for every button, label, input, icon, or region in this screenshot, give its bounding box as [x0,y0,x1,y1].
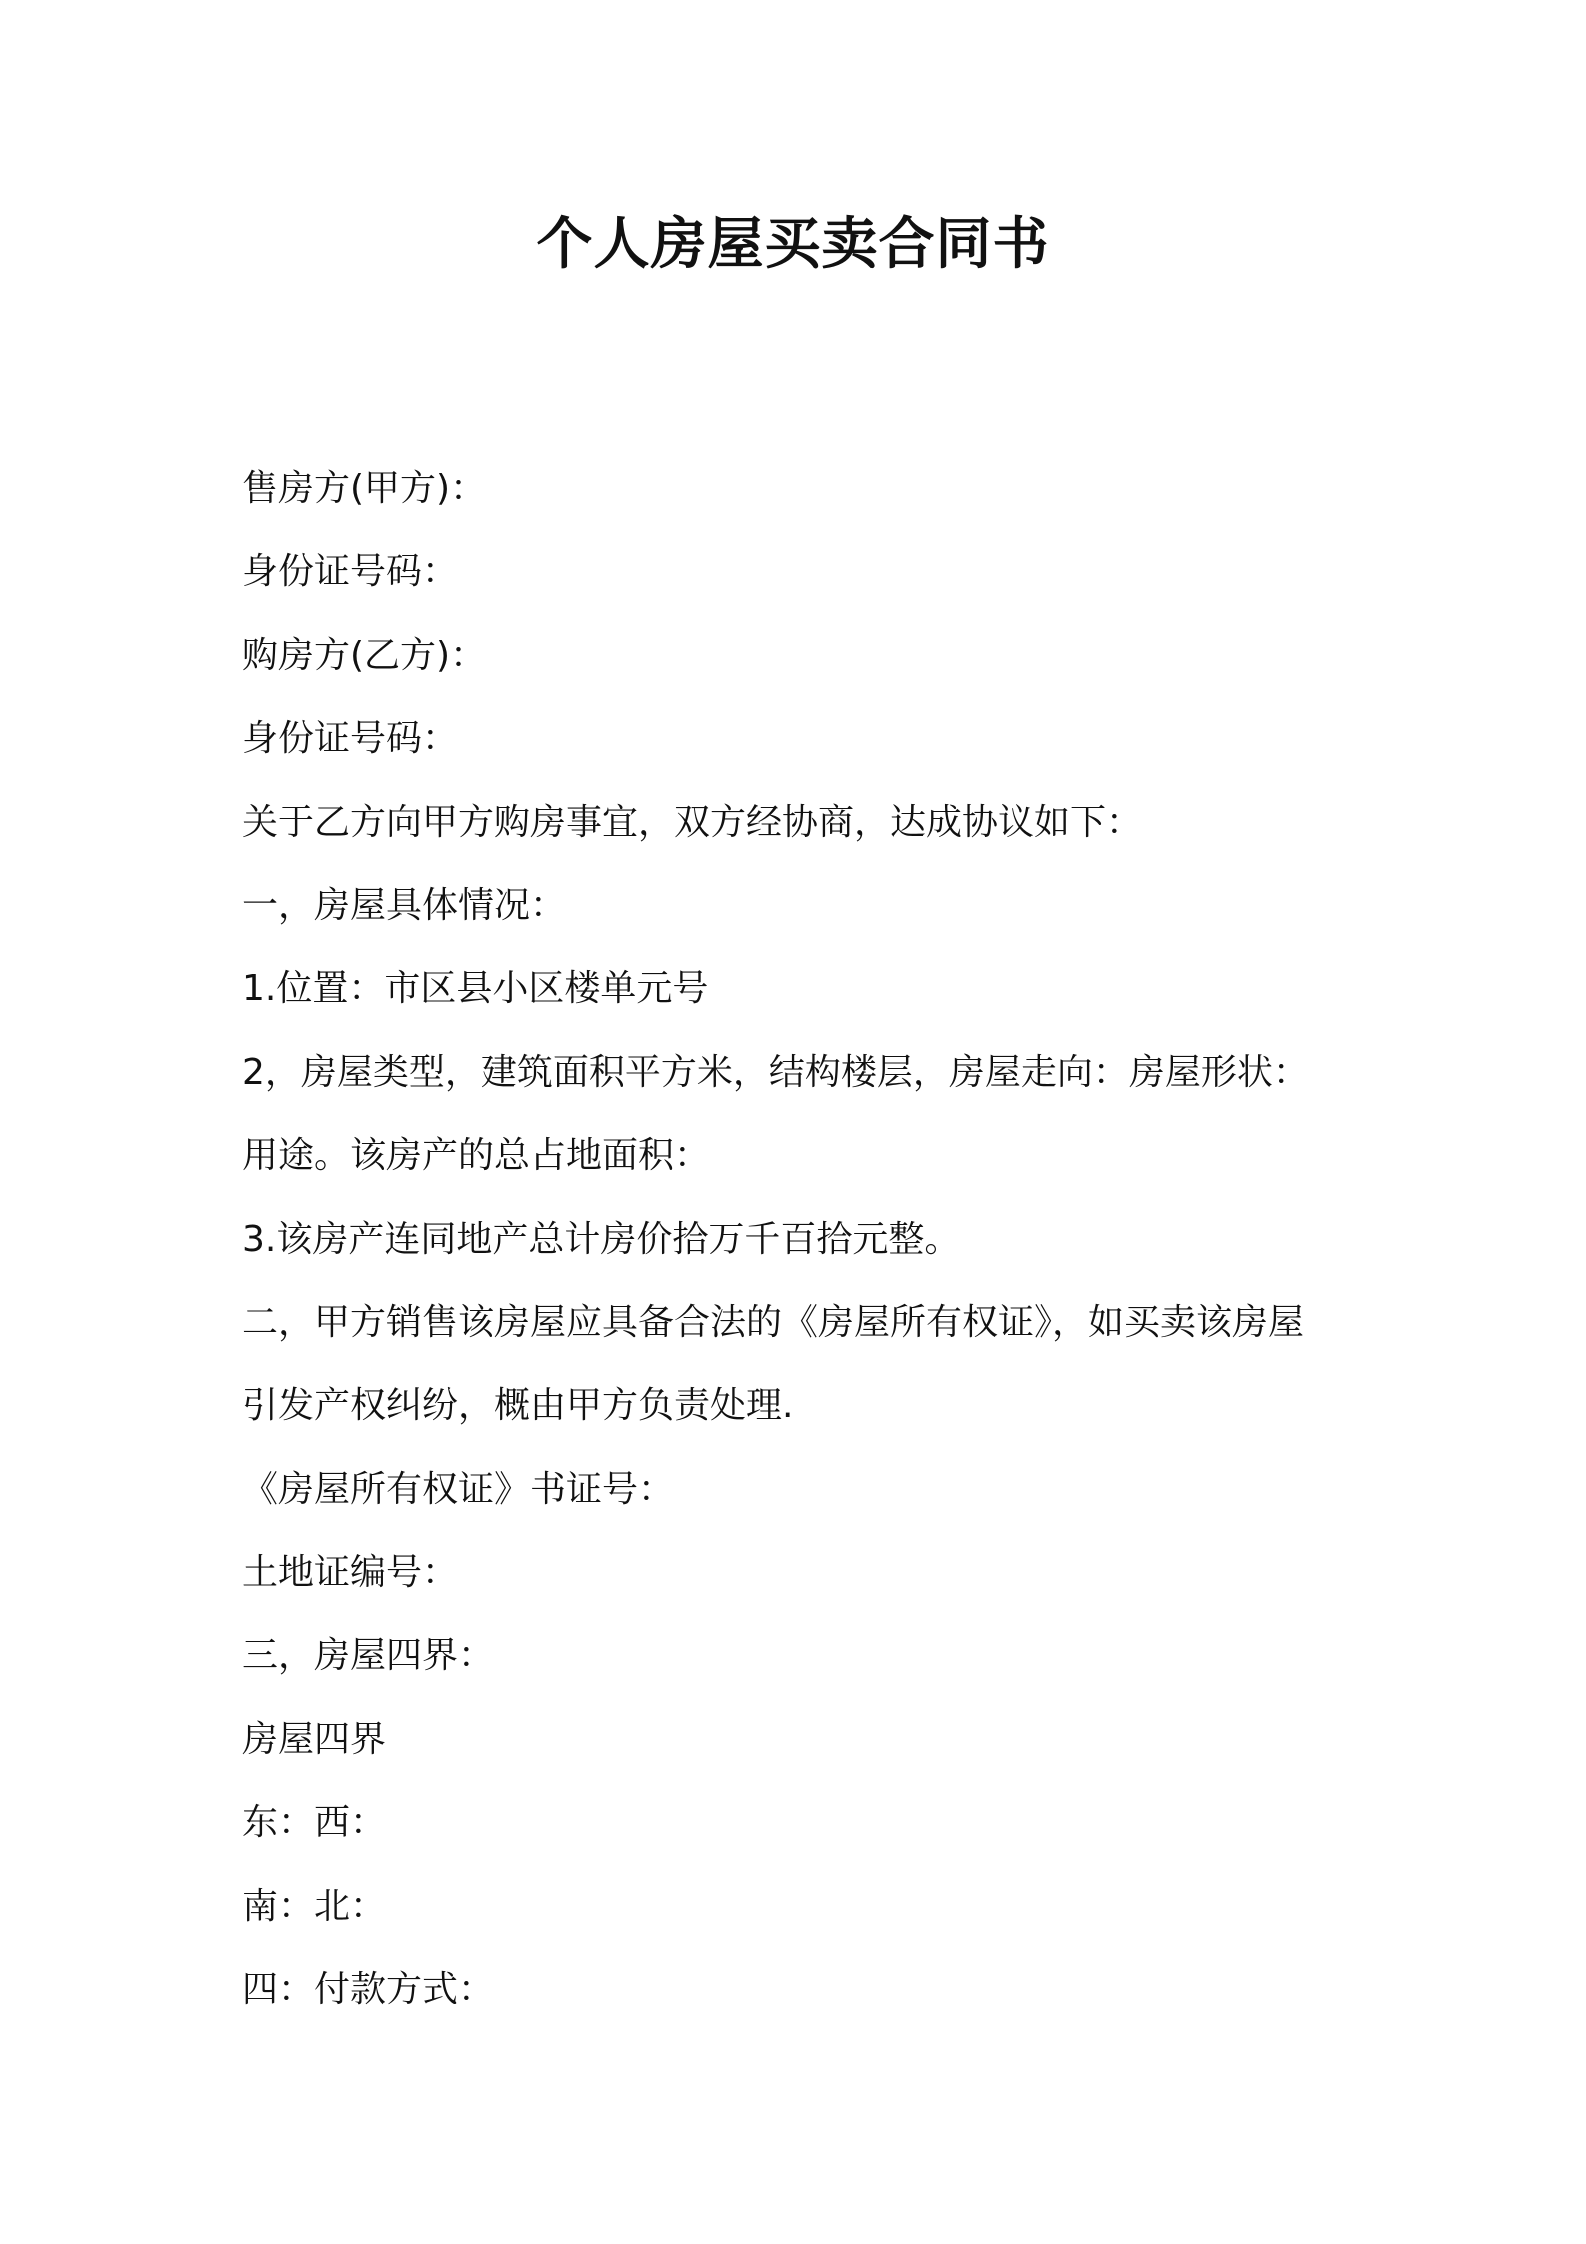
south-north-line: 南：北： [242,1885,387,1927]
buyer-line: 购房方(乙方)： [242,634,487,676]
section-3-heading: 三，房屋四界： [242,1635,495,1677]
section-2-line: 二，甲方销售该房屋应具备合法的《房屋所有权证》，如买卖该房屋 [242,1301,1305,1343]
agreement-intro-line: 关于乙方向甲方购房事宜，双方经协商，达成协议如下： [242,801,1143,843]
section-1-heading: 一，房屋具体情况： [242,884,567,926]
document-body [242,447,1382,2031]
seller-id-line: 身份证号码： [242,551,459,593]
east-west-line: 东：西： [242,1802,387,1844]
usage-area-line: 用途。该房产的总占地面积： [242,1135,711,1177]
section-2-continued-line: 引发产权纠纷，概由甲方负责处理. [242,1385,794,1427]
certificate-number-line: 《房屋所有权证》书证号： [242,1468,675,1510]
house-type-line: 2，房屋类型，建筑面积平方米，结构楼层，房屋走向：房屋形状： [242,1051,1309,1093]
land-certificate-line: 土地证编号： [242,1552,459,1594]
buyer-id-line: 身份证号码： [242,718,459,760]
price-line: 3.该房产连同地产总计房价拾万千百拾元整。 [242,1218,961,1260]
seller-line: 售房方(甲方)： [242,468,487,509]
section-4-heading: 四：付款方式： [242,1969,495,2011]
document-title: 个人房屋买卖合同书 [536,212,1050,277]
boundaries-label: 房屋四界 [242,1718,387,1760]
location-line: 1.位置：市区县小区楼单元号 [242,968,709,1010]
